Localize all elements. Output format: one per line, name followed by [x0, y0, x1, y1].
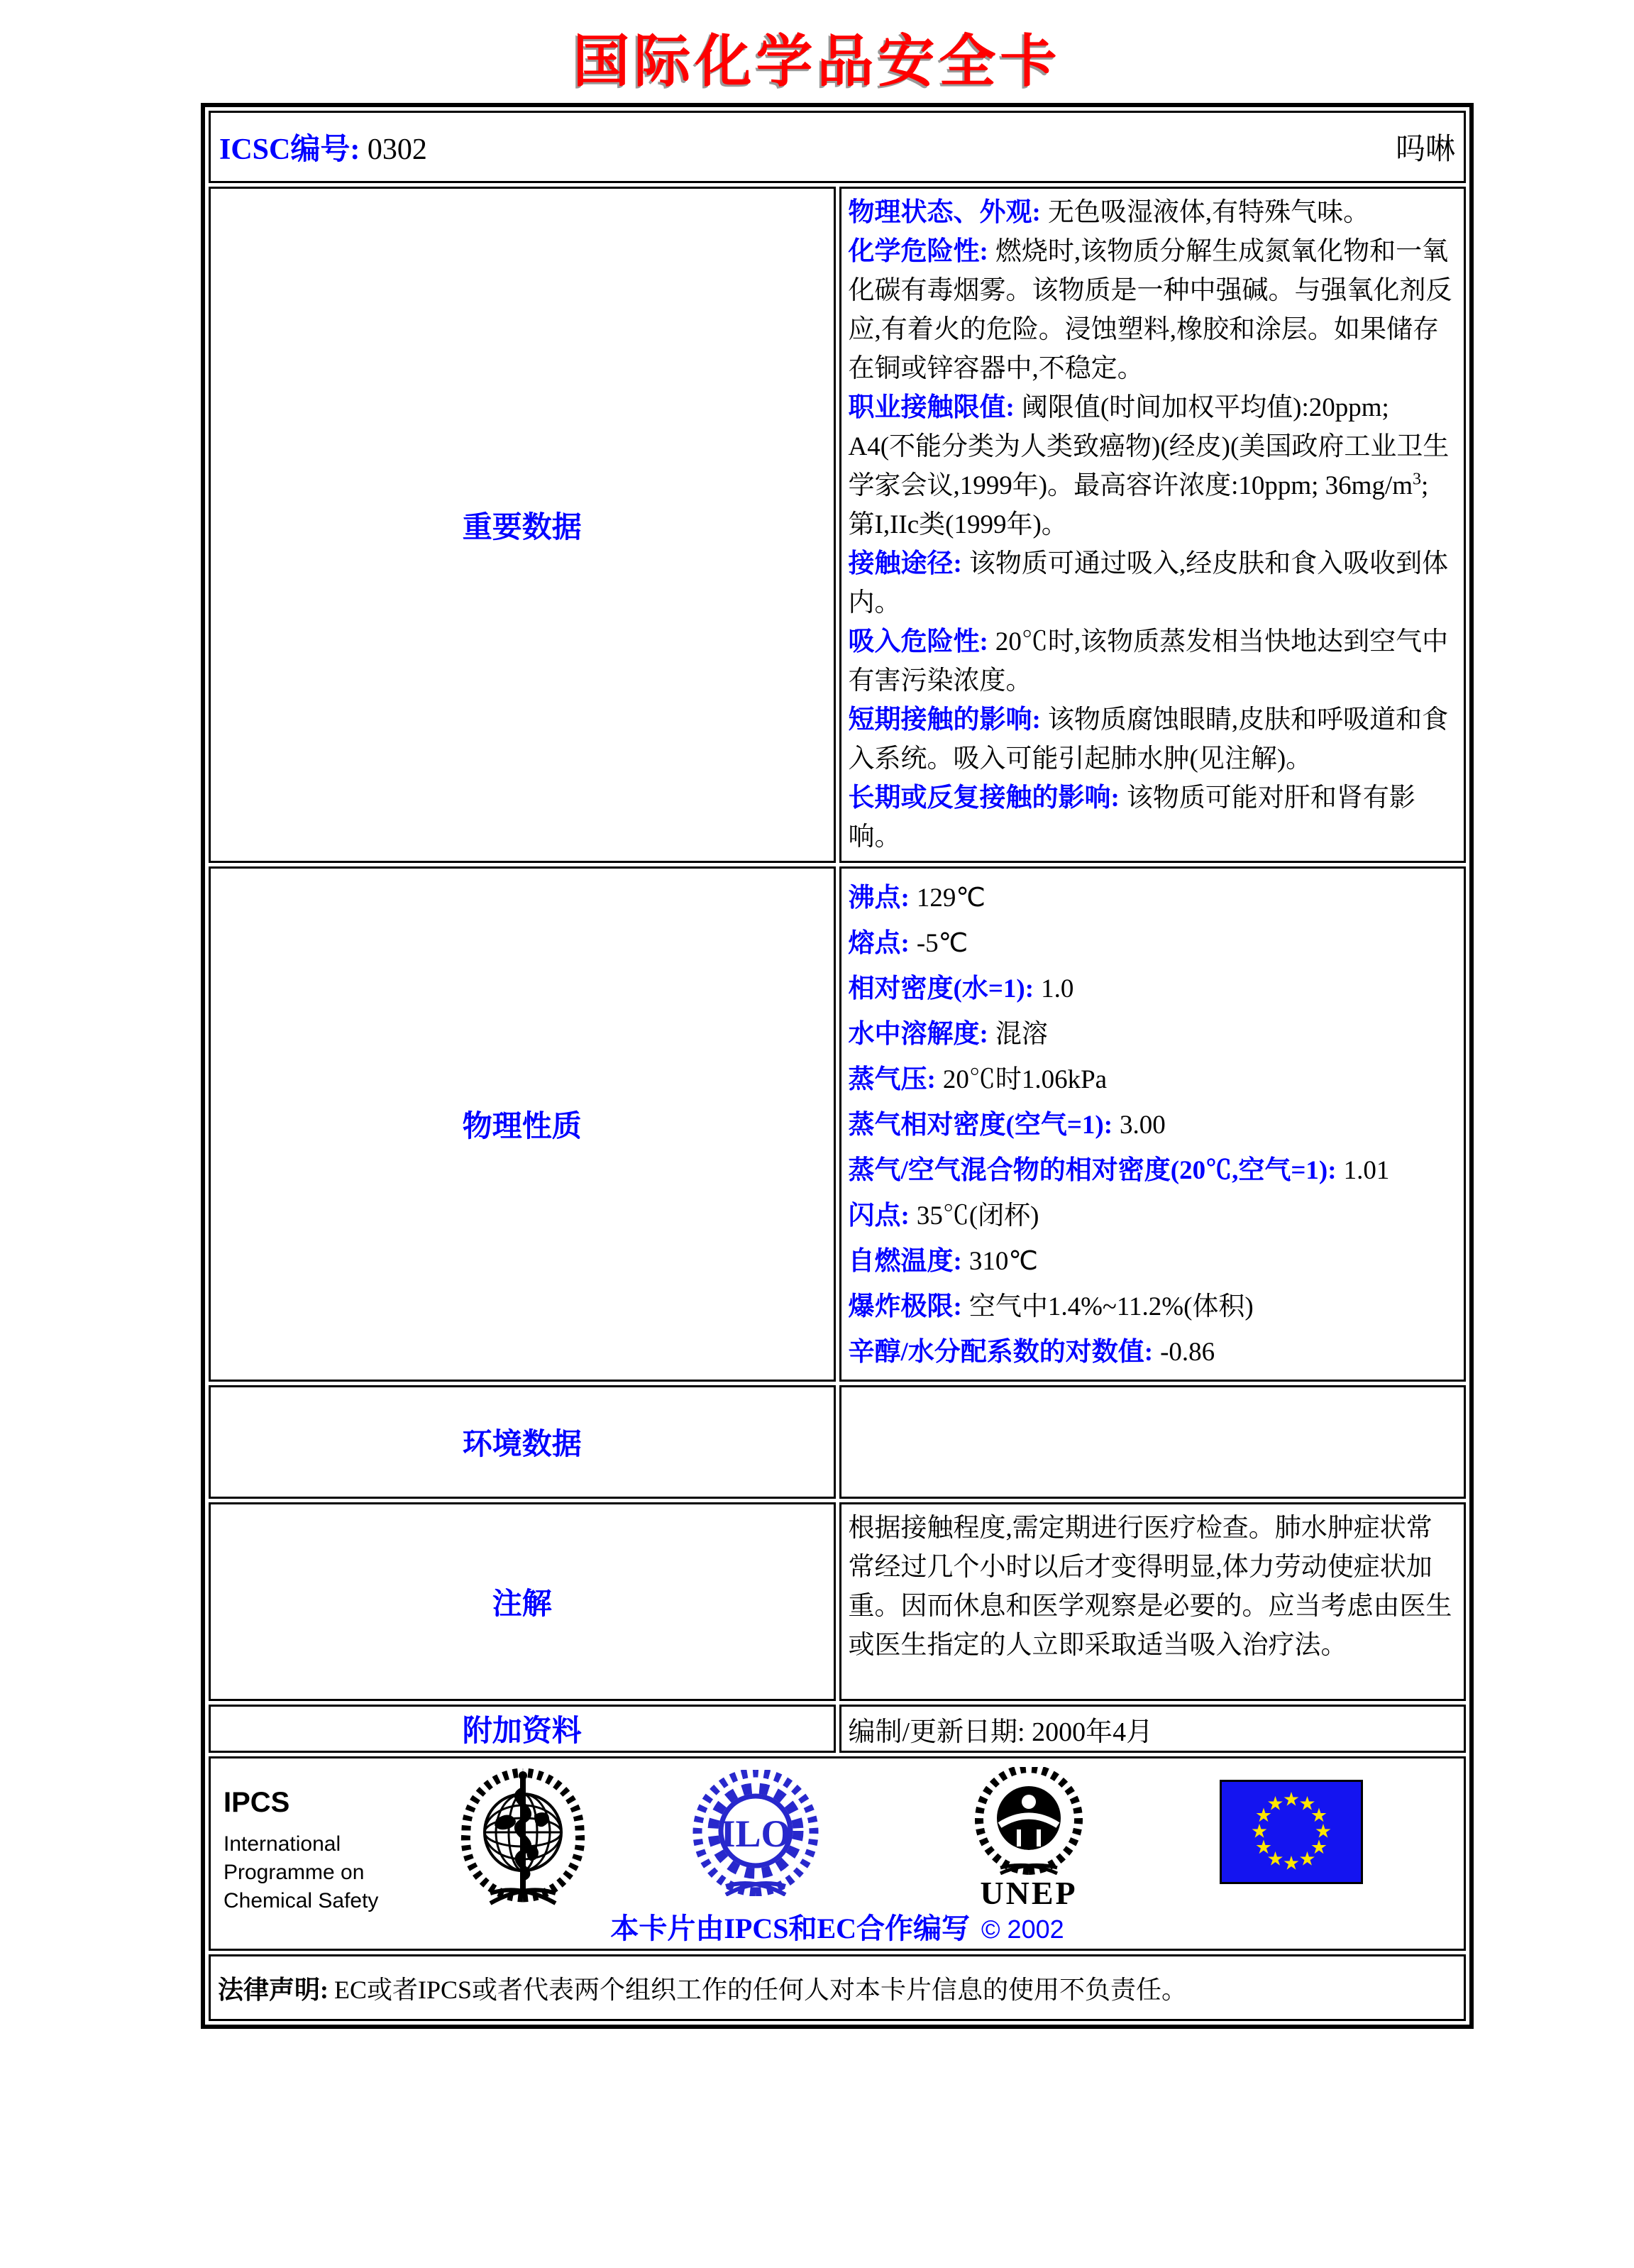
- icsc-number-value: 0302: [367, 133, 427, 166]
- eu-star-icon: ★: [1266, 1848, 1284, 1871]
- icsc-card-table: [201, 103, 1474, 2029]
- field-label: 接触途径:: [848, 549, 962, 578]
- field-value: 该物质可能对肝和肾有影响。: [848, 783, 1415, 852]
- prop-boiling-point: [849, 876, 1454, 921]
- icsc-number-label: ICSC编号:: [219, 133, 360, 166]
- field-value: ; 第I,IIc类(1999年)。: [848, 471, 1429, 539]
- eu-star-icon: ★: [1250, 1820, 1269, 1843]
- unep-wordmark: UNEP: [980, 1875, 1078, 1911]
- field-value: 无色吸湿液体,有特殊气味。: [1047, 198, 1370, 227]
- field-label: 自燃温度:: [848, 1247, 962, 1276]
- field-label: 物理状态、外观:: [848, 198, 1041, 227]
- field-label: 短期接触的影响:: [848, 705, 1041, 734]
- eu-star-icon: ★: [1310, 1837, 1328, 1859]
- row-label-physical-properties: 物理性质: [209, 866, 836, 1382]
- ipcs-text-block: [223, 1787, 378, 1915]
- field-label: 沸点:: [848, 883, 910, 913]
- eu-star-icon: ★: [1254, 1805, 1273, 1827]
- ilo-logo-icon: [692, 1770, 819, 1896]
- field-occupational-exposure-limits: [849, 388, 1454, 544]
- page-title: 国际化学品安全卡: [573, 31, 1061, 94]
- card-header: [209, 111, 1466, 183]
- chemical-name: 吗啉: [1395, 133, 1455, 166]
- prop-water-solubility: [849, 1012, 1454, 1057]
- row-label-environmental-data: 环境数据: [209, 1385, 836, 1499]
- field-value: 阈限值(时间加权平均值):20ppm; A4(不能分类为人类致癌物)(经皮)(美国政府工业卫生学家会议,1999年)。最高容许浓度:10ppm; 36mg/m: [848, 393, 1450, 500]
- prop-vapour-density: [849, 1103, 1454, 1148]
- field-value: 35℃(闭杯): [916, 1201, 1039, 1231]
- field-value: 129℃: [916, 883, 986, 913]
- prop-octanol-water-partition: [849, 1330, 1454, 1375]
- field-label: 爆炸极限:: [848, 1292, 962, 1321]
- unep-logo-icon: [961, 1767, 1096, 1875]
- field-label: 吸入危险性:: [848, 627, 988, 656]
- field-physical-state: [849, 193, 1454, 232]
- field-label: 辛醇/水分配系数的对数值:: [848, 1338, 1154, 1367]
- ipcs-line: Programme on: [223, 1861, 365, 1884]
- ipcs-line: International: [223, 1832, 341, 1856]
- field-short-term-effects: [849, 700, 1454, 778]
- prop-autoignition-temperature: [849, 1239, 1454, 1284]
- notes-content: 根据接触程度,需定期进行医疗检查。肺水肿症状常常经过几个小时以后才变得明显,体力劳动使症状加重。因而休息和医学观察是必要的。应当考虑由医生或医生指定的人立即采取适当吸入治疗法。: [839, 1502, 1467, 1701]
- field-value: 该物质可通过吸入,经皮肤和食入吸收到体内。: [848, 549, 1449, 617]
- logos-row: [209, 1756, 1466, 1951]
- ipcs-title: IPCS: [223, 1787, 290, 1818]
- who-logo-icon: [460, 1768, 585, 1906]
- field-label: 职业接触限值:: [848, 393, 1015, 422]
- field-chemical-dangers: [849, 232, 1454, 388]
- field-label: 熔点:: [848, 929, 910, 958]
- field-label: 蒸气/空气混合物的相对密度(20℃,空气=1):: [848, 1156, 1337, 1185]
- field-value: 310℃: [968, 1247, 1038, 1276]
- prop-vapour-air-mixture-density: [849, 1148, 1454, 1194]
- icsc-number: [219, 126, 427, 168]
- row-label-notes: 注解: [209, 1502, 836, 1701]
- row-label-additional-information: 附加资料: [209, 1705, 836, 1753]
- field-label: 闪点:: [848, 1201, 910, 1231]
- environmental-data-content: [839, 1385, 1467, 1499]
- eu-star-icon: ★: [1298, 1793, 1316, 1815]
- ipcs-line: Chemical Safety: [223, 1889, 379, 1912]
- field-value: 3.00: [1120, 1111, 1166, 1140]
- field-long-term-effects: [849, 778, 1454, 857]
- physical-properties-content: [839, 866, 1467, 1382]
- field-routes-of-exposure: [849, 544, 1454, 622]
- ilo-monogram-text: ILO: [720, 1812, 791, 1855]
- field-value: 燃烧时,该物质分解生成氮氧化物和一氧化碳有毒烟雾。该物质是一种中强碱。与强氧化剂反应,有着火的危险。浸蚀塑料,橡胶和涂层。如果储存在铜或锌容器中,不稳定。: [848, 237, 1452, 383]
- field-inhalation-risk: [849, 622, 1454, 700]
- prop-flash-point: [849, 1194, 1454, 1239]
- field-value: -5℃: [916, 929, 968, 958]
- field-value: 该物质腐蚀眼睛,皮肤和呼吸道和食入系统。吸入可能引起肺水肿(见注解)。: [848, 705, 1449, 774]
- credit-text: 本卡片由IPCS和EC合作编写: [610, 1912, 971, 1944]
- credit-line: [211, 1906, 1464, 1947]
- field-value: 20℃时1.06kPa: [942, 1065, 1108, 1094]
- field-value: 混溶: [995, 1020, 1048, 1049]
- field-label: 化学危险性:: [848, 237, 988, 266]
- field-value: 1.01: [1343, 1156, 1390, 1185]
- eu-star-icon: ★: [1266, 1793, 1284, 1815]
- legal-notice: [209, 1954, 1466, 2021]
- field-value: -0.86: [1160, 1338, 1215, 1367]
- eu-star-icon: ★: [1310, 1805, 1328, 1827]
- unep-logo-block: [961, 1767, 1096, 1912]
- field-label: 相对密度(水=1):: [848, 974, 1034, 1003]
- eu-star-icon: ★: [1254, 1837, 1273, 1859]
- prop-explosive-limits: [849, 1284, 1454, 1330]
- field-label: 蒸气压:: [848, 1065, 936, 1094]
- field-value: 空气中1.4%~11.2%(体积): [968, 1292, 1254, 1321]
- eu-star-icon: ★: [1314, 1820, 1332, 1843]
- field-value: 1.0: [1041, 974, 1074, 1003]
- field-value: 20℃时,该物质蒸发相当快地达到空气中有害污染浓度。: [848, 627, 1449, 695]
- superscript-3: 3: [1413, 470, 1421, 489]
- additional-information-content: 编制/更新日期: 2000年4月: [839, 1705, 1467, 1753]
- field-label: 水中溶解度:: [848, 1020, 988, 1049]
- prop-vapour-pressure: [849, 1057, 1454, 1103]
- row-label-important-data: 重要数据: [209, 187, 836, 863]
- eu-flag-icon: [1220, 1780, 1363, 1884]
- prop-relative-density: [849, 967, 1454, 1012]
- legal-notice-text: EC或者IPCS或者代表两个组织工作的任何人对本卡片信息的使用不负责任。: [334, 1975, 1188, 2004]
- eu-star-icon: ★: [1298, 1848, 1316, 1871]
- eu-star-icon: ★: [1282, 1788, 1301, 1811]
- eu-star-icon: ★: [1282, 1852, 1301, 1875]
- credit-year: © 2002: [981, 1915, 1064, 1944]
- prop-melting-point: [849, 921, 1454, 967]
- field-label: 长期或反复接触的影响:: [848, 783, 1120, 813]
- field-label: 蒸气相对密度(空气=1):: [848, 1111, 1113, 1140]
- important-data-content: [839, 187, 1467, 863]
- legal-notice-label: 法律声明:: [218, 1975, 329, 2004]
